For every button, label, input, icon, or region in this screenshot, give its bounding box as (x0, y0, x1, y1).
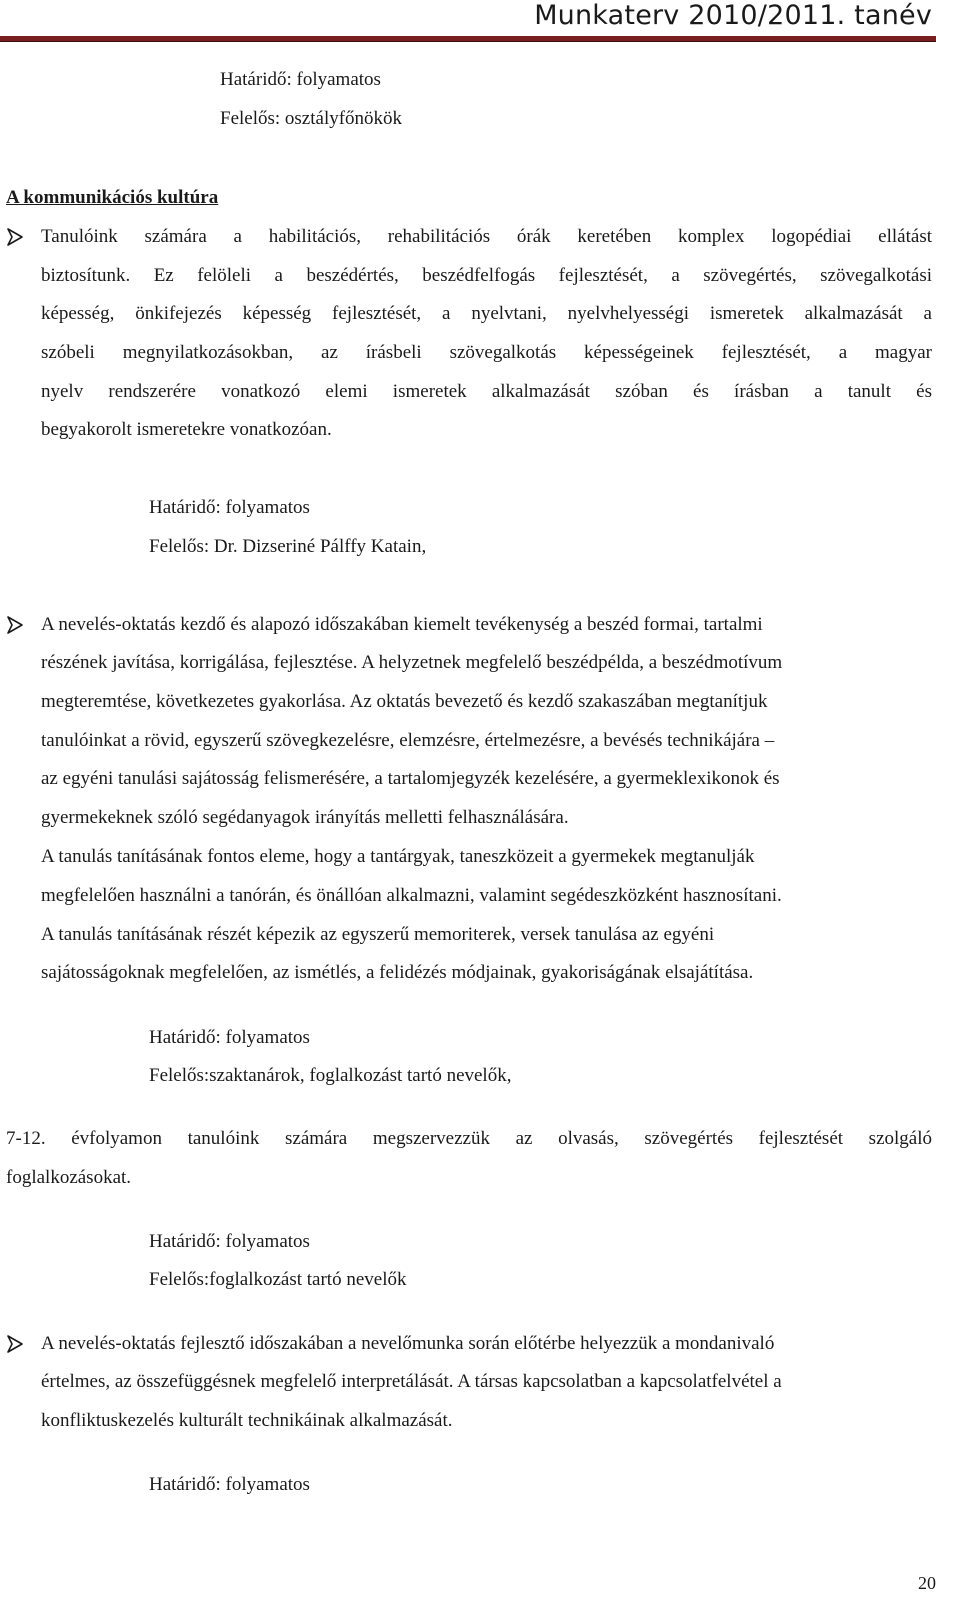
paragraph-line: az egyéni tanulási sajátosság felismerésére, a tartalomjegyzék kezelésére, a gyermeklexikonok és (41, 768, 780, 789)
paragraph-line: A tanulás tanításának részét képezik az egyszerű memoriterek, versek tanulása az egyéni (41, 924, 715, 945)
paragraph-line: A nevelés-oktatás fejlesztő időszakában a nevelőmunka során előtérbe helyezzük a mondanivaló (41, 1333, 775, 1354)
paragraph-line: megteremtése, következetes gyakorlása. Az oktatás bevezető és kezdő szakaszában megtanítjuk (41, 691, 768, 712)
document-header-title: Munkaterv 2010/2011. tanév (534, 0, 932, 31)
paragraph-line: konfliktuskezelés kulturált technikáinak alkalmazását. (41, 1410, 453, 1431)
page-number: 20 (918, 1573, 936, 1593)
paragraph-line: foglalkozásokat. (6, 1167, 132, 1188)
deadline-text: Határidő: folyamatos (149, 497, 310, 518)
deadline-text: Határidő: folyamatos (220, 69, 381, 90)
paragraph-line: szóbeli megnyilatkozásokban, az írásbeli szövegalkotás képességeinek fejlesztését, a magyar (41, 342, 932, 363)
paragraph-line: nyelv rendszerére vonatkozó elemi ismeretek alkalmazását szóban és írásban a tanult és (41, 381, 932, 402)
paragraph-line: begyakorolt ismeretekre vonatkozóan. (41, 419, 332, 440)
arrow-bullet-icon (6, 1333, 24, 1355)
deadline-text: Határidő: folyamatos (149, 1231, 310, 1252)
paragraph-line: megfelelően használni a tanórán, és önállóan alkalmazni, valamint segédeszközként hasznosítani. (41, 885, 782, 906)
responsible-text: Felelős: Dr. Dizseriné Pálffy Katain, (149, 536, 427, 557)
paragraph-line: Tanulóink számára a habilitációs, rehabilitációs órák keretében komplex logopédiai ellátást (41, 226, 932, 247)
deadline-text: Határidő: folyamatos (149, 1474, 310, 1495)
paragraph-line: képesség, önkifejezés képesség fejlesztését, a nyelvtani, nyelvhelyességi ismeretek alkalmazását a (41, 303, 932, 324)
arrow-bullet-icon (6, 226, 24, 248)
paragraph-line: 7-12. évfolyamon tanulóink számára megszervezzük az olvasás, szövegértés fejlesztését szolgáló (6, 1128, 932, 1149)
paragraph-line: gyermekeknek szóló segédanyagok irányítás melletti felhasználására. (41, 807, 569, 828)
paragraph-line: biztosítunk. Ez felöleli a beszédértés, beszédfelfogás fejlesztését, a szövegértés, szövegalkotási (41, 265, 932, 286)
paragraph-line: részének javítása, korrigálása, fejlesztése. A helyzetnek megfelelő beszédpélda, a beszédmotívum (41, 652, 783, 673)
paragraph-line: sajátosságoknak megfelelően, az ismétlés, a felidézés módjainak, gyakoriságának elsajátítása. (41, 962, 754, 983)
responsible-text: Felelős:foglalkozást tartó nevelők (149, 1269, 407, 1290)
paragraph-line: A tanulás tanításának fontos eleme, hogy a tantárgyak, taneszközeit a gyermekek megtanulják (41, 846, 755, 867)
responsible-text: Felelős: osztályfőnökök (220, 108, 403, 129)
header-rule (0, 36, 936, 42)
paragraph-line: értelmes, az összefüggésnek megfelelő interpretálását. A társas kapcsolatban a kapcsolatfelvétel a (41, 1371, 782, 1392)
paragraph-line: A nevelés-oktatás kezdő és alapozó időszakában kiemelt tevékenység a beszéd formai, tartalmi (41, 614, 763, 635)
section-heading: A kommunikációs kultúra (6, 187, 219, 208)
deadline-text: Határidő: folyamatos (149, 1027, 310, 1048)
paragraph-line: tanulóinkat a rövid, egyszerű szövegkezelésre, elemzésre, értelmezésre, a bevésés technikájára – (41, 730, 775, 751)
arrow-bullet-icon (6, 614, 24, 636)
responsible-text: Felelős:szaktanárok, foglalkozást tartó nevelők, (149, 1065, 512, 1086)
